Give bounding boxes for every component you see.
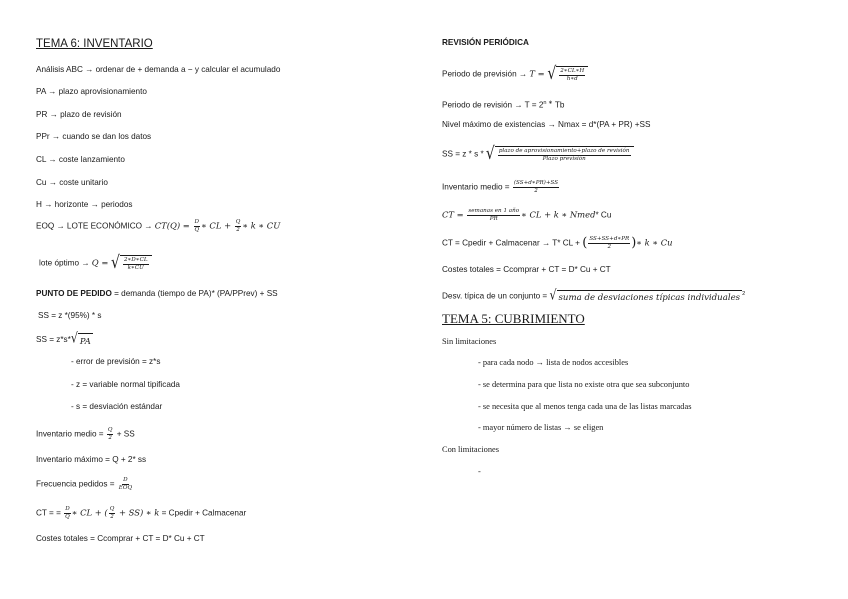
ss2-label: SS = z*s* (36, 335, 71, 345)
lote-line (39, 252, 152, 273)
sin-limitaciones: Sin limitaciones (442, 337, 497, 346)
eoq-frac2-num: Q (235, 219, 241, 225)
eoq-frac2-den: 2 (236, 227, 240, 233)
ss-rev-line (442, 143, 634, 164)
eoq-frac1 (193, 219, 200, 234)
ppr-line: PPr → cuando se dan los datos (36, 132, 152, 141)
h-line: H → horizonte → periodos (36, 200, 133, 209)
pr-line: PR → plazo de revisión (36, 110, 122, 119)
bullet-1: - para cada nodo → lista de nodos accesibles (478, 358, 629, 367)
prev-label: Periodo de revisión → T = 2 (442, 100, 544, 110)
ct2-num: SS+SS+d∗PR (589, 236, 630, 242)
ct-label: CT = = (36, 508, 64, 518)
eoq-frac2 (235, 219, 242, 234)
ss-rev-num: plazo de aprovisionamiento+plazo de revisión (498, 148, 630, 154)
punto-pedido-rest: = demanda (tiempo de PA)* (PA/PPrev) + SS (111, 289, 278, 298)
ss2-sqrt: √ PA (70, 330, 91, 347)
con-limitaciones: Con limitaciones (442, 445, 499, 454)
eoq-frac1-num: D (194, 219, 200, 225)
tema5-title: TEMA 5: CUBRIMIENTO (442, 311, 585, 326)
costes-totales-rev-line: Costes totales = Ccomprar + CT = D* Cu + CT (442, 265, 611, 274)
ss2-line (36, 330, 93, 347)
desv-rad: suma de desviaciones típicas individuales (557, 290, 743, 304)
lote-frac (123, 257, 149, 272)
ct-mid: ∗ CL + (71, 507, 105, 518)
ct-rest: = Cpedir + Calmacenar (159, 508, 247, 518)
cl-line: CL → coste lanzamiento (36, 155, 125, 164)
frec-label: Frecuencia pedidos = (36, 479, 117, 489)
pp-frac (559, 68, 585, 83)
ct-den1: Q (65, 514, 70, 520)
inv-medio-num: Q (107, 427, 113, 433)
ct-num2: Q (109, 506, 115, 512)
inv-medio-den: 2 (108, 435, 112, 441)
inv-max-line: Inventario máximo = Q + 2* ss (36, 455, 147, 464)
ct-rev-rest: ∗ CL + k ∗ Nmed (521, 209, 596, 220)
ss-rev-frac (498, 148, 631, 163)
z-line: - z = variable normal tipificada (71, 380, 180, 389)
ct-frac2 (109, 506, 116, 521)
ct2-rest: ∗ k ∗ Cu (636, 237, 673, 248)
eoq-line (36, 219, 280, 234)
ss2-rad: PA (78, 333, 93, 347)
eoq-formula-b: ∗ CL + (201, 220, 234, 231)
desv-sup: 2 (742, 291, 746, 297)
bullet-4: - mayor número de listas → se eligen (478, 423, 604, 432)
ct-rev-formula: CT = (442, 209, 467, 220)
revision-periodica-title: REVISIÓN PERIÓDICA (442, 38, 529, 47)
inv-medio-rev-frac (513, 180, 559, 195)
ct-rev-den: PR (489, 216, 498, 222)
pp-den: h∗d (566, 76, 578, 82)
eoq-formula-a: CT(Q) = (154, 220, 193, 231)
inv-medio-line (36, 427, 135, 442)
lote-formula: Q = (91, 257, 112, 268)
nmax-line: Nivel máximo de existencias → Nmax = d*(PA + PR) +SS (442, 120, 651, 129)
ct2-rev-line: CT = Cpedir + Calmacenar → T* CL + ( $\frac{SS+SS+d∗PR}{2}$ )∗ k ∗ Cu (442, 235, 673, 251)
inv-medio-rev-num: (SS+d∗PR)+SS (513, 180, 559, 186)
pp-label: Periodo de previsión → (442, 69, 530, 79)
frec-line (36, 477, 134, 492)
pp-sqrt: √ $\frac{2∗CL∗H}{h∗d}$ (547, 66, 588, 83)
abc-line: Análisis ABC → ordenar de + demanda a − y calcular el acumulado (36, 65, 281, 74)
bullet-3: - se necesita que al menos tenga cada una de las listas marcadas (478, 402, 692, 411)
lote-label: lote óptimo → (39, 258, 92, 268)
ct-mid2: + SS (116, 507, 140, 518)
ct-rev-frac (467, 208, 520, 223)
ct-den2: 2 (110, 514, 114, 520)
inv-medio-label: Inventario medio = (36, 429, 106, 439)
desv-line (442, 288, 745, 304)
eoq-frac1-den: Q (194, 227, 200, 233)
prev-sup: n ∗ (543, 100, 553, 106)
frec-num: D (123, 477, 128, 483)
ct-rev-num: semanas en 1 año (468, 208, 520, 214)
desv-label: Desv. típica de un conjunto = (442, 291, 550, 301)
ss1-line: SS = z *(95%) * s (38, 311, 102, 320)
periodo-revision-line (442, 97, 564, 112)
error-line: - error de previsión = z*s (71, 357, 161, 366)
frec-den: EOQ (118, 485, 133, 491)
ct-rev-cu: * Cu (595, 210, 612, 220)
eoq-formula-c: ∗ k ∗ CU (242, 220, 281, 231)
lote-num: 2∗D∗CL (123, 257, 148, 263)
bullet-2: - se determina para que lista no existe otra que sea subconjunto (478, 380, 690, 389)
lote-den: k∗CU (127, 265, 144, 271)
periodo-prevision-line (442, 63, 588, 84)
frec-frac (118, 477, 133, 492)
punto-pedido-line (36, 288, 278, 300)
inv-medio-rev-label: Inventario medio = (442, 182, 512, 192)
cu-line: Cu → coste unitario (36, 178, 108, 187)
ss-rev-sqrt: √ $\frac{\text{plazo de aprovisionamiento+plazo de revisión}}{\text{Plazo previsión}}$ (486, 146, 634, 163)
ct2-frac (588, 236, 630, 251)
pp-num: 2∗CL∗H (560, 68, 585, 74)
punto-pedido-label: PUNTO DE PEDIDO (36, 289, 112, 298)
pp-formula: T = (529, 68, 548, 79)
prev-end: Tb (552, 100, 565, 110)
ct-num1: D (65, 506, 70, 512)
ct2-den: 2 (607, 244, 612, 250)
ss-rev-label: SS = z * s * (442, 149, 486, 159)
ct-frac1 (64, 506, 71, 521)
costes-totales-line: Costes totales = Ccomprar + CT = D* Cu + CT (36, 534, 205, 543)
ct-line: CT = = $\frac{D}{Q}$ ∗ CL + ( $\frac{Q}{2}$ + SS) ∗ k = Cpedir + Calmacenar (36, 506, 247, 520)
ct-rev-line (442, 208, 611, 223)
inv-medio-rev-den: 2 (534, 188, 538, 194)
inv-medio-rev-line (442, 180, 560, 195)
ct-end: ∗ k (145, 507, 160, 518)
lote-sqrt: √ $\frac{2∗D∗CL}{k∗CU}$ (111, 255, 152, 272)
pa-line: PA → plazo aprovisionamiento (36, 87, 147, 96)
ct2-label: CT = Cpedir + Calmacenar → T* CL + (442, 238, 583, 248)
desv-sqrt: √ suma de desviaciones típicas individuales (549, 286, 741, 303)
s-line: - s = desviación estándar (71, 402, 163, 411)
page-title-tema6: TEMA 6: INVENTARIO (36, 38, 153, 50)
eoq-label: EOQ → LOTE ECONÓMICO → (36, 221, 155, 231)
bullet-empty: - (478, 467, 481, 476)
inv-medio-frac (107, 427, 114, 442)
inv-medio-rest: + SS (114, 429, 135, 439)
ss-rev-den: Plazo previsión (542, 156, 586, 162)
